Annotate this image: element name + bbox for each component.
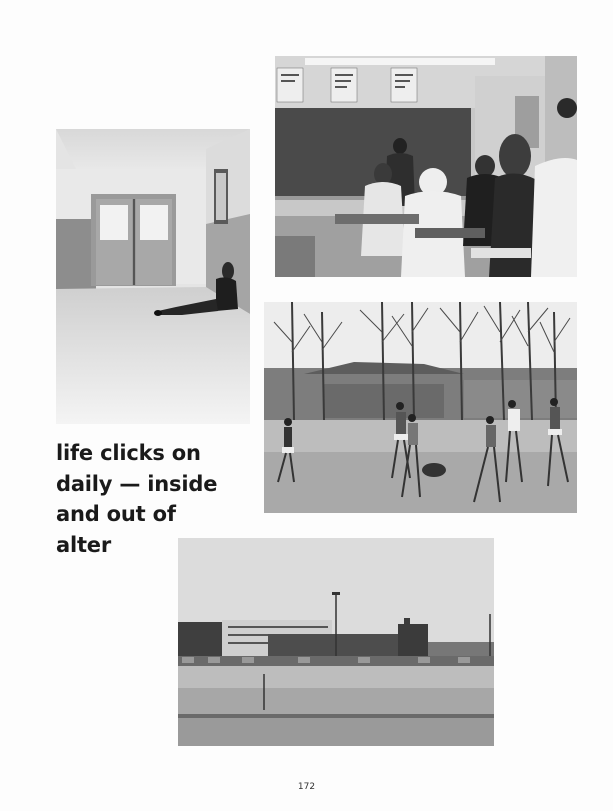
hallway-photo <box>56 129 250 424</box>
hallway-photo-image <box>56 129 250 424</box>
school-building-photo <box>178 538 494 746</box>
classroom-photo <box>275 56 577 277</box>
caption-line-1: life clicks on <box>56 441 201 465</box>
classroom-photo-image <box>275 56 577 277</box>
school-building-photo-image <box>178 538 494 746</box>
playing-field-photo <box>264 302 577 513</box>
page-number: 172 <box>297 782 316 792</box>
caption-line-4: alter <box>56 532 112 557</box>
caption-line-2: daily — inside <box>56 471 218 496</box>
playing-field-photo-image <box>264 302 577 513</box>
caption-line-3: and out of <box>56 502 176 526</box>
